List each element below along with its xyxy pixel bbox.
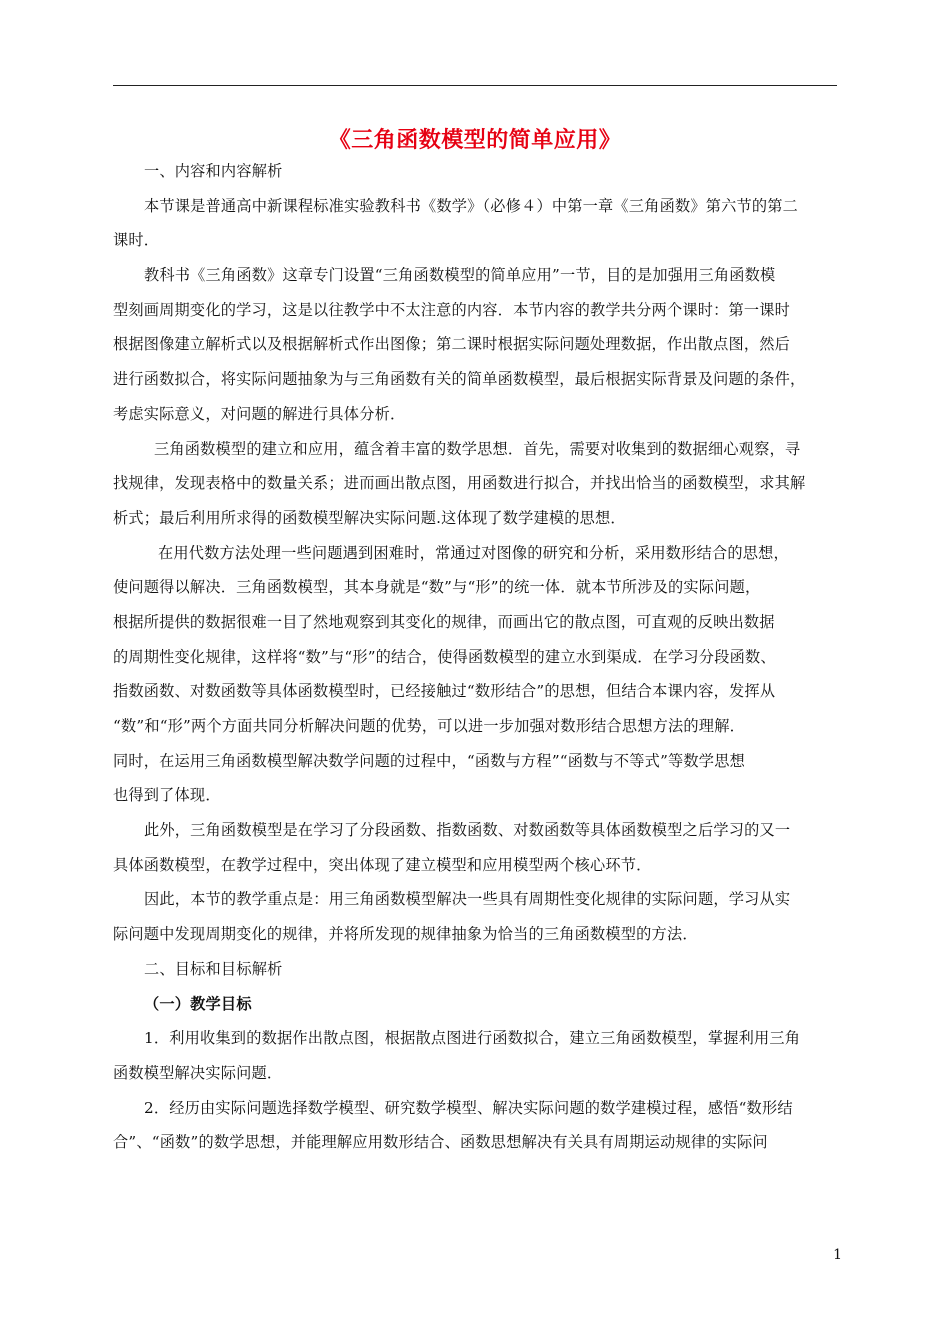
text-line: 具体函数模型，在教学过程中，突出体现了建立模型和应用模型两个核心环节．: [113, 855, 652, 874]
text-line: 因此，本节的教学重点是：用三角函数模型解决一些具有周期性变化规律的实际问题，学习从实: [144, 890, 791, 909]
text-line: 也得到了体现．: [113, 786, 221, 805]
text-line: 析式；最后利用所求得的函数模型解决实际问题.这体现了数学建模的思想．: [113, 508, 626, 527]
text-line: 指数函数、对数函数等具体函数模型时，已经接触过“数形结合”的思想，但结合本课内容，发挥从: [113, 682, 776, 701]
text-line: 使问题得以解决．三角函数模型，其本身就是“数”与“形”的统一体．就本节所涉及的实际问题，: [113, 578, 761, 597]
text-line: 考虑实际意义，对问题的解进行具体分析．: [113, 404, 406, 423]
text-line: 三角函数模型的建立和应用，蕴含着丰富的数学思想．首先，需要对收集到的数据细心观察，寻: [154, 439, 801, 458]
text-line: 课时．: [113, 231, 160, 250]
text-line: “数”和“形”两个方面共同分析解决问题的优势，可以进一步加强对数形结合思想方法的理解．: [113, 717, 745, 735]
header-rule: [113, 85, 837, 86]
text-line: （一）教学目标: [144, 994, 252, 1013]
document-title: 《三角函数模型的简单应用》: [328, 127, 622, 153]
text-line: 此外，三角函数模型是在学习了分段函数、指数函数、对数函数等具体函数模型之后学习的又一: [144, 821, 791, 840]
text-line: 的周期性变化规律，这样将“数”与“形”的结合，使得函数模型的建立水到渠成．在学习分段函数、: [113, 647, 776, 666]
text-line: 一、内容和内容解析: [144, 162, 283, 180]
text-line: 在用代数方法处理一些问题遇到困难时，常通过对图像的研究和分析，采用数形结合的思想，: [158, 543, 789, 562]
text-line: 根据图像建立解析式以及根据解析式作出图像；第二课时根据实际问题处理数据，作出散点图，然后: [113, 335, 791, 354]
text-line: 函数模型解决实际问题．: [113, 1063, 283, 1082]
text-line: 际问题中发现周期变化的规律，并将所发现的规律抽象为恰当的三角函数模型的方法．: [113, 925, 698, 944]
text-line: 找规律，发现表格中的数量关系；进而画出散点图，用函数进行拟合，并找出恰当的函数模型，求其解: [113, 474, 806, 493]
text-line: 2．经历由实际问题选择数学模型、研究数学模型、解决实际问题的数学建模过程，感悟“数形结: [144, 1098, 793, 1117]
page-number: 1: [833, 1247, 842, 1263]
document-body: [113, 154, 838, 1160]
text-line: 进行函数拟合，将实际问题抽象为与三角函数有关的简单函数模型，最后根据实际背景及问题的条件，: [113, 370, 806, 389]
text-line: 二、目标和目标解析: [144, 959, 283, 978]
text-line: 根据所提供的数据很难一目了然地观察到其变化的规律，而画出它的散点图，可直观的反映出数据: [113, 612, 775, 631]
text-line: 型刻画周期变化的学习，这是以往教学中不太注意的内容．本节内容的教学共分两个课时：第一课时: [113, 300, 791, 319]
text-line: 1．利用收集到的数据作出散点图，根据散点图进行函数拟合，建立三角函数模型，掌握利用三角: [144, 1029, 801, 1048]
text-line: 本节课是普通高中新课程标准实验教科书《数学》（必修４）中第一章《三角函数》第六节的第二: [144, 196, 799, 215]
text-line: 合”、“函数”的数学思想，并能理解应用数形结合、函数思想解决有关具有周期运动规律的实际问: [113, 1133, 768, 1152]
text-line: 教科书《三角函数》这章专门设置“三角函数模型的简单应用”一节，目的是加强用三角函数模: [144, 266, 776, 285]
text-line: 同时，在运用三角函数模型解决数学问题的过程中，“函数与方程”“函数与不等式”等数学思想: [113, 751, 745, 770]
